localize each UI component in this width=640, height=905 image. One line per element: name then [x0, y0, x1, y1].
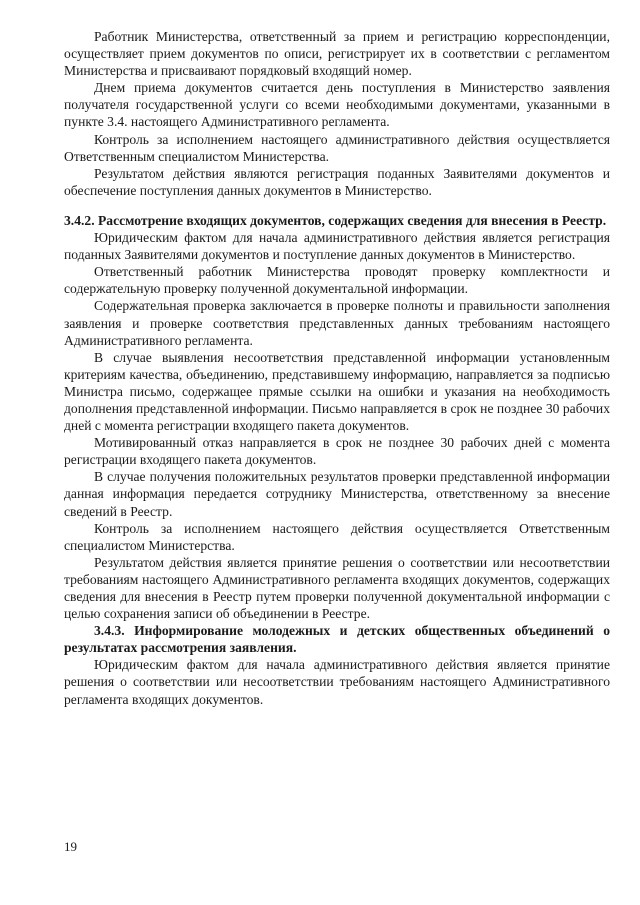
paragraph-legal-fact: Юридическим фактом для начала административного действия является регистрация поданных Заявителями документов и поступление данных документов в Министерство. — [64, 230, 610, 263]
section-heading-3-4-3: 3.4.3. Информирование молодежных и детских общественных объединений о результатах рассмотрения заявления. — [64, 623, 610, 656]
paragraph-registration-clerk: Работник Министерства, ответственный за прием и регистрацию корреспонденции, осуществляет прием документов по описи, регистрирует их в соответствии с регламентом Министерства и присваивают порядковый входящий номер. — [64, 29, 610, 79]
paragraph-control: Контроль за исполнением настоящего административного действия осуществляется Ответственным специалистом Министерства. — [64, 131, 610, 164]
page-number: 19 — [64, 839, 77, 854]
paragraph-result: Результатом действия являются регистрация поданных Заявителями документов и обеспечение поступления данных документов в Министерство. — [64, 165, 610, 198]
section-heading-3-4-2: 3.4.2. Рассмотрение входящих документов, содержащих сведения для внесения в Реестр. — [64, 212, 607, 228]
paragraph-action-control: Контроль за исполнением настоящего действия осуществляется Ответственным специалистом Министерства. — [64, 520, 610, 553]
paragraph-receipt-date: Днем приема документов считается день поступления в Министерство заявления получателя государственной услуги со всеми необходимыми документами, указанными в пункте 3.4. настоящего Административного регламента. — [64, 80, 610, 130]
paragraph-informing-legal-fact: Юридическим фактом для начала административного действия является принятие решения о соответствии или несоответствии требованиям настоящего Административного регламента входящих документов. — [64, 657, 610, 707]
paragraph-completeness-check: Ответственный работник Министерства проводят проверку комплектности и содержательную проверку полученной документальной информации. — [64, 264, 610, 297]
paragraph-content-check: Содержательная проверка заключается в проверке полноты и правильности заполнения заявления и проверке соответствия представленных данных требованиям настоящего Административного регламента. — [64, 298, 610, 348]
paragraph-refusal: Мотивированный отказ направляется в срок не позднее 30 рабочих дней с момента регистрации входящего пакета документов. — [64, 435, 610, 468]
paragraph-action-result: Результатом действия является принятие решения о соответствии или несоответствии требованиям настоящего Административного регламента входящих документов, содержащих сведения для внесения в Реестр путем проверки полученной документальной информации с целью сохранения записи об объединении в Реестре. — [64, 554, 610, 622]
paragraph-positive-result: В случае получения положительных результатов проверки представленной информации данная информация передается сотруднику Министерства, ответственному за внесение сведений в Реестр. — [64, 469, 610, 519]
paragraph-nonconformity: В случае выявления несоответствия представленной информации установленным критериям качества, объединению, представившему информацию, направляется за подписью Министра письмо, содержащее прямые ссылки на ошибки и указания на необходимость дополнения представленной информации. Письмо направляется в срок не позднее 30 рабочих дней с момента регистрации входящего пакета документов. — [64, 349, 610, 434]
document-page — [64, 28, 610, 708]
